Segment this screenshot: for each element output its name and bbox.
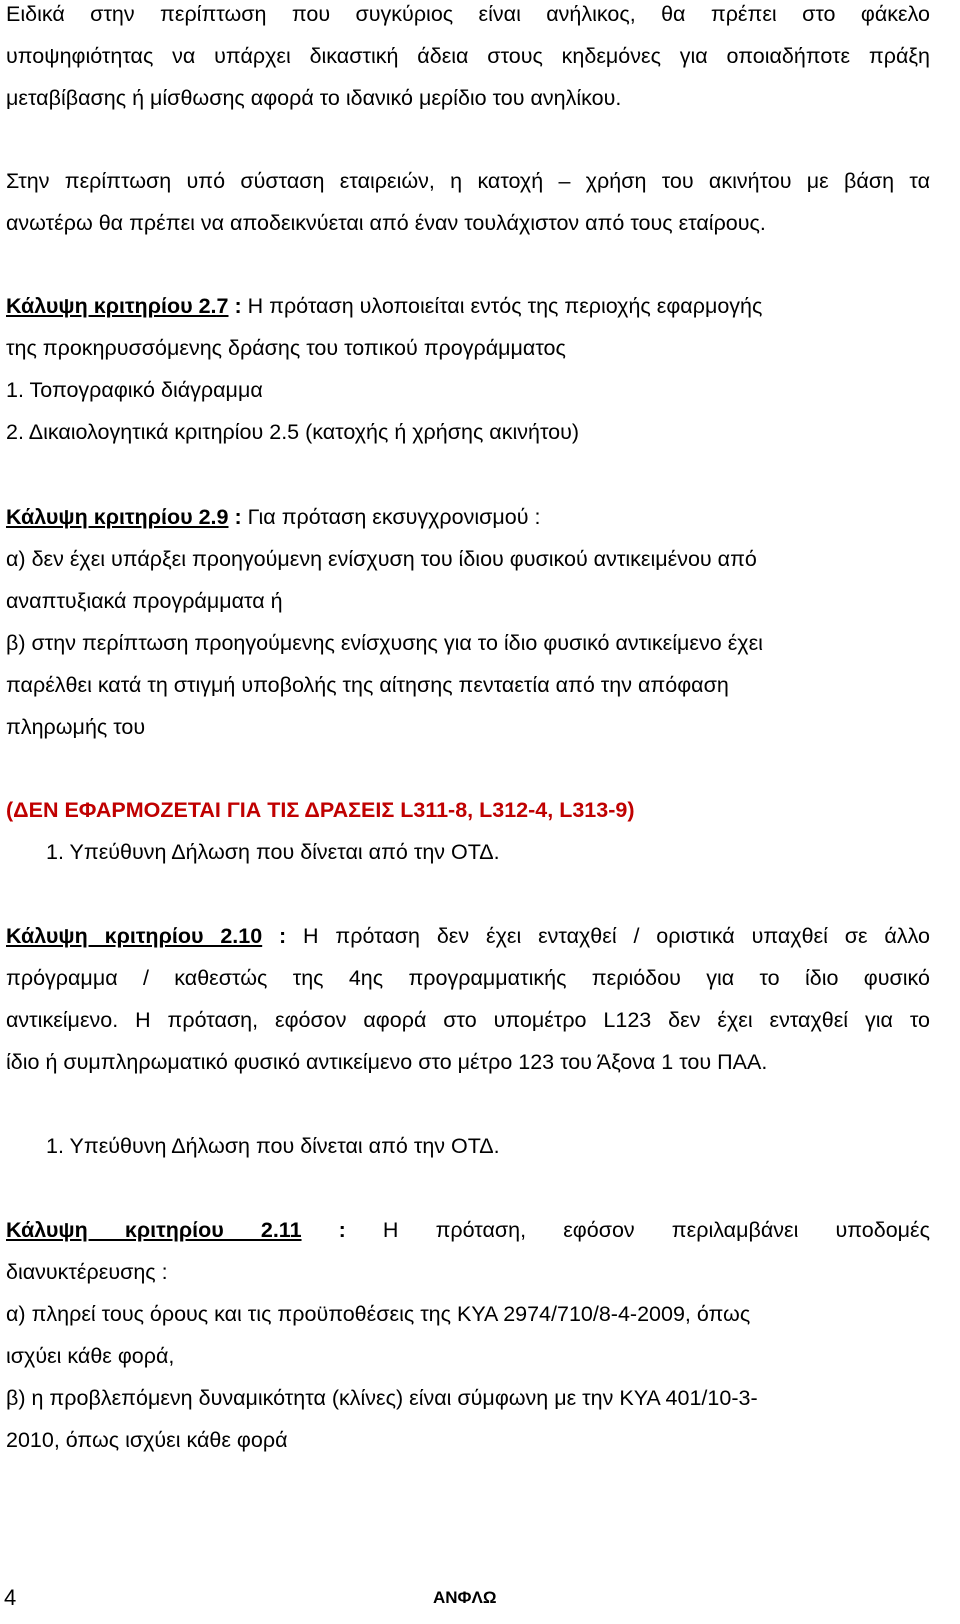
criterion-number: 9 xyxy=(216,505,229,529)
text-line: ανωτέρω θα πρέπει να αποδεικνύεται από έναν τουλάχιστον από τους εταίρους. xyxy=(6,211,766,235)
text-line: Στην περίπτωση υπό σύσταση εταιρειών, η κατοχή – χρήση του ακινήτου με βάση τα xyxy=(6,169,930,193)
criterion-heading-line xyxy=(6,285,930,327)
criterion-label: Κάλυψη κριτηρίου 2. xyxy=(6,294,217,318)
criterion-label: Κάλυψη κριτηρίου 2.10 xyxy=(6,924,263,948)
text-line: ισχύει κάθε φορά, xyxy=(6,1344,175,1368)
criterion-2-9 xyxy=(6,496,930,748)
text-line: Ειδικά στην περίπτωση που συγκύριος είναι ανήλικος, θα πρέπει στο φάκελο xyxy=(6,2,930,26)
text-line: μεταβίβασης ή μίσθωσης αφορά το ιδανικό μερίδιο του ανηλίκου. xyxy=(6,86,622,110)
criterion-number: 7 xyxy=(216,294,229,318)
criterion-heading-line xyxy=(6,915,930,957)
paragraph-minor-owner xyxy=(6,0,930,119)
criterion-label: Κάλυψη κριτηρίου 2. xyxy=(6,505,217,529)
criterion-colon: : xyxy=(301,1218,346,1242)
text-line: 2010, όπως ισχύει κάθε φορά xyxy=(6,1428,288,1452)
paragraph-companies xyxy=(6,160,930,244)
criterion-2-9-note xyxy=(6,789,930,873)
text-line: ίδιο ή συμπληρωματικό φυσικό αντικείμενο στο μέτρο 123 του Άξονα 1 του ΠΑΑ. xyxy=(6,1050,768,1074)
text-line: β) στην περίπτωση προηγούμενης ενίσχυσης για το ίδιο φυσικό αντικείμενο έχει xyxy=(6,631,763,655)
text-line: παρέλθει κατά τη στιγμή υποβολής της αίτησης πενταετία από την απόφαση xyxy=(6,673,729,697)
text-line: πληρωμής του xyxy=(6,715,146,739)
list-item: 1. Τοπογραφικό διάγραμμα xyxy=(6,378,263,402)
footer-brand: ΑΝΦΛΩ xyxy=(433,1588,497,1607)
criterion-text: Η πρόταση δεν έχει ενταχθεί / οριστικά υπαχθεί σε άλλο xyxy=(286,924,930,948)
criterion-heading-line xyxy=(6,1209,930,1251)
criterion-colon: : xyxy=(228,294,242,318)
criterion-text: Η πρόταση, εφόσον περιλαμβάνει υποδομές xyxy=(345,1218,930,1242)
list-item: 1. Υπεύθυνη Δήλωση που δίνεται από την ΟΤΔ. xyxy=(46,1134,500,1158)
list-item: 2. Δικαιολογητικά κριτηρίου 2.5 (κατοχής ή χρήσης ακινήτου) xyxy=(6,420,580,444)
exception-note: (ΔΕΝ ΕΦΑΡΜΟΖΕΤΑΙ ΓΙΑ ΤΙΣ ΔΡΑΣΕΙΣ L311-8, L312-4, L313-9) xyxy=(6,798,635,822)
criterion-colon: : xyxy=(262,924,287,948)
criterion-2-7 xyxy=(6,285,930,453)
page-number: 4 xyxy=(4,1585,17,1610)
list-item: 1. Υπεύθυνη Δήλωση που δίνεται από την ΟΤΔ. xyxy=(46,840,500,864)
text-line: υποψηφιότητας να υπάρχει δικαστική άδεια στους κηδεμόνες για οποιαδήποτε πράξη xyxy=(6,44,930,68)
criterion-label: Κάλυψη κριτηρίου 2.11 xyxy=(6,1218,302,1242)
text-line: β) η προβλεπόμενη δυναμικότητα (κλίνες) είναι σύμφωνη με την ΚΥΑ 401/10-3- xyxy=(6,1386,758,1410)
criterion-heading-line xyxy=(6,496,930,538)
text-line: διανυκτέρευσης : xyxy=(6,1260,168,1284)
criterion-text: Η πρόταση υλοποιείται εντός της περιοχής εφαρμογής xyxy=(241,294,763,318)
text-line: αναπτυξιακά προγράμματα ή xyxy=(6,589,283,613)
text-line: της προκηρυσσόμενης δράσης του τοπικού προγράμματος xyxy=(6,336,566,360)
text-line: α) δεν έχει υπάρξει προηγούμενη ενίσχυση του ίδιου φυσικού αντικειμένου από xyxy=(6,547,757,571)
criterion-colon: : xyxy=(228,505,242,529)
criterion-text: Για πρόταση εκσυγχρονισμού : xyxy=(241,505,541,529)
criterion-2-11 xyxy=(6,1209,930,1461)
criterion-2-10 xyxy=(6,915,930,1083)
text-line: πρόγραμμα / καθεστώς της 4ης προγραμματικής περιόδου για το ίδιο φυσικό xyxy=(6,966,930,990)
criterion-2-10-items xyxy=(6,1125,930,1167)
text-line: α) πληρεί τους όρους και τις προϋποθέσεις της ΚΥΑ 2974/710/8-4-2009, όπως xyxy=(6,1302,751,1326)
text-line: αντικείμενο. Η πρόταση, εφόσον αφορά στο υπομέτρο L123 δεν έχει ενταχθεί για το xyxy=(6,1008,930,1032)
